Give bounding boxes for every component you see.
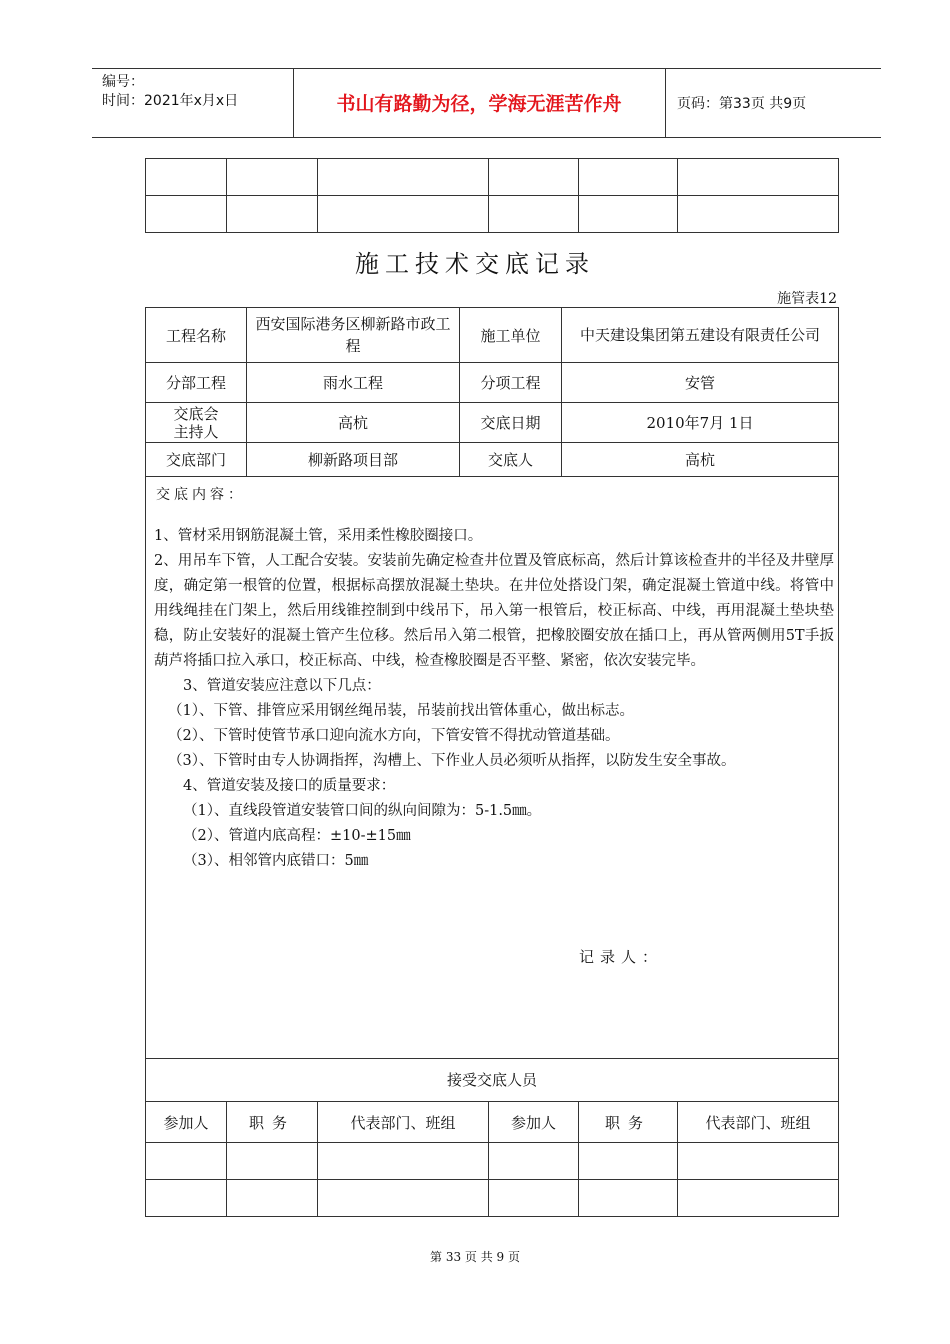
- table-row: [146, 1180, 839, 1217]
- person: 高杭: [562, 443, 839, 477]
- host-label: 交底会主持人: [146, 403, 247, 443]
- content-line: （1）、直线段管道安装管口间的纵向间隙为：5-1.5㎜。: [183, 803, 542, 819]
- duty-header: 职务: [579, 1102, 678, 1143]
- subitem-label: 分项工程: [460, 363, 562, 403]
- table-row: [146, 443, 839, 477]
- division: 雨水工程: [247, 363, 460, 403]
- content-line: （3）、相邻管内底错口：5㎜: [183, 853, 369, 869]
- serial-label: 编号：: [102, 74, 144, 90]
- dept-label: 交底部门: [146, 443, 247, 477]
- header-motto: 书山有路勤为径，学海无涯苦作舟: [336, 93, 622, 115]
- content-line: （2）、管道内底高程：±10-±15㎜: [183, 828, 411, 844]
- participants-table: [145, 1101, 839, 1217]
- form-number: 施管表12: [777, 291, 837, 307]
- table-row: [146, 363, 839, 403]
- table-row: [146, 403, 839, 443]
- content-line: 2、用吊车下管，人工配合安装。安装前先确定检查井位置及管底标高，然后计算该检查井的半径及井壁厚度，确定第一根管的位置，根据标高摆放混凝土垫块。在井位处搭设门架，确定混凝土管道中线。将管中用线绳挂在门架上，然后用线锥控制到中线吊下，吊入第一根管后，校正标高、中线，再用混凝土垫块垫稳，防止安装好的混凝土管产生位移。然后吊入第二根管，把橡胶圈安放在插口上，再从管两侧用5T手扳葫芦将插口拉入承口，校正标高、中线，检查橡胶圈是否平整、紧密，依次安装完毕。: [154, 553, 834, 669]
- participant-header: 参加人: [489, 1102, 579, 1143]
- contractor-label: 施工单位: [460, 308, 562, 363]
- recorder-label: 记录人：: [579, 948, 664, 966]
- table-row: [146, 1143, 839, 1180]
- content-line: 3、管道安装应注意以下几点：: [183, 678, 381, 694]
- content-section: [145, 476, 839, 1058]
- content-label: 交底内容：: [156, 487, 246, 503]
- page-header: [92, 68, 881, 138]
- table-row: [146, 308, 839, 363]
- host: 高杭: [247, 403, 460, 443]
- content-line: （3）、下管时由专人协调指挥，沟槽上、下作业人员必须听从指挥，以防发生安全事故。: [168, 753, 736, 769]
- table-row: [146, 159, 839, 196]
- content-body: [154, 524, 834, 874]
- date-label: 交底日期: [460, 403, 562, 443]
- receive-title: 接受交底人员: [145, 1058, 839, 1102]
- dept-header: 代表部门、班组: [318, 1102, 489, 1143]
- dept: 柳新路项目部: [247, 443, 460, 477]
- info-table: [145, 307, 839, 477]
- date: 2010年7月 1日: [562, 403, 839, 443]
- person-label: 交底人: [460, 443, 562, 477]
- top-empty-table: [145, 158, 839, 233]
- header-left: [102, 73, 238, 111]
- content-line: （1）、下管、排管应采用钢丝绳吊装，吊装前找出管体重心，做出标志。: [168, 703, 634, 719]
- participants-header-row: [146, 1102, 839, 1143]
- duty-header: 职务: [227, 1102, 318, 1143]
- project-name-label: 工程名称: [146, 308, 247, 363]
- division-label: 分部工程: [146, 363, 247, 403]
- subitem: 安管: [562, 363, 839, 403]
- table-row: [146, 196, 839, 233]
- content-line: 1、管材采用钢筋混凝土管，采用柔性橡胶圈接口。: [154, 528, 483, 544]
- dept-header: 代表部门、班组: [678, 1102, 839, 1143]
- page-footer: 第 33 页 共 9 页: [430, 1250, 520, 1264]
- contractor: 中天建设集团第五建设有限责任公司: [562, 308, 839, 363]
- project-name: 西安国际港务区柳新路市政工程: [247, 308, 460, 363]
- participant-header: 参加人: [146, 1102, 227, 1143]
- page-title: 施工技术交底记录: [355, 250, 595, 278]
- time-label: 时间：2021年x月x日: [102, 93, 239, 109]
- content-line: （2）、下管时使管节承口迎向流水方向，下管安管不得扰动管道基础。: [168, 728, 620, 744]
- header-divider: [665, 69, 666, 137]
- content-line: 4、管道安装及接口的质量要求：: [183, 778, 396, 794]
- header-page-info: 页码：第33页 共9页: [677, 96, 807, 112]
